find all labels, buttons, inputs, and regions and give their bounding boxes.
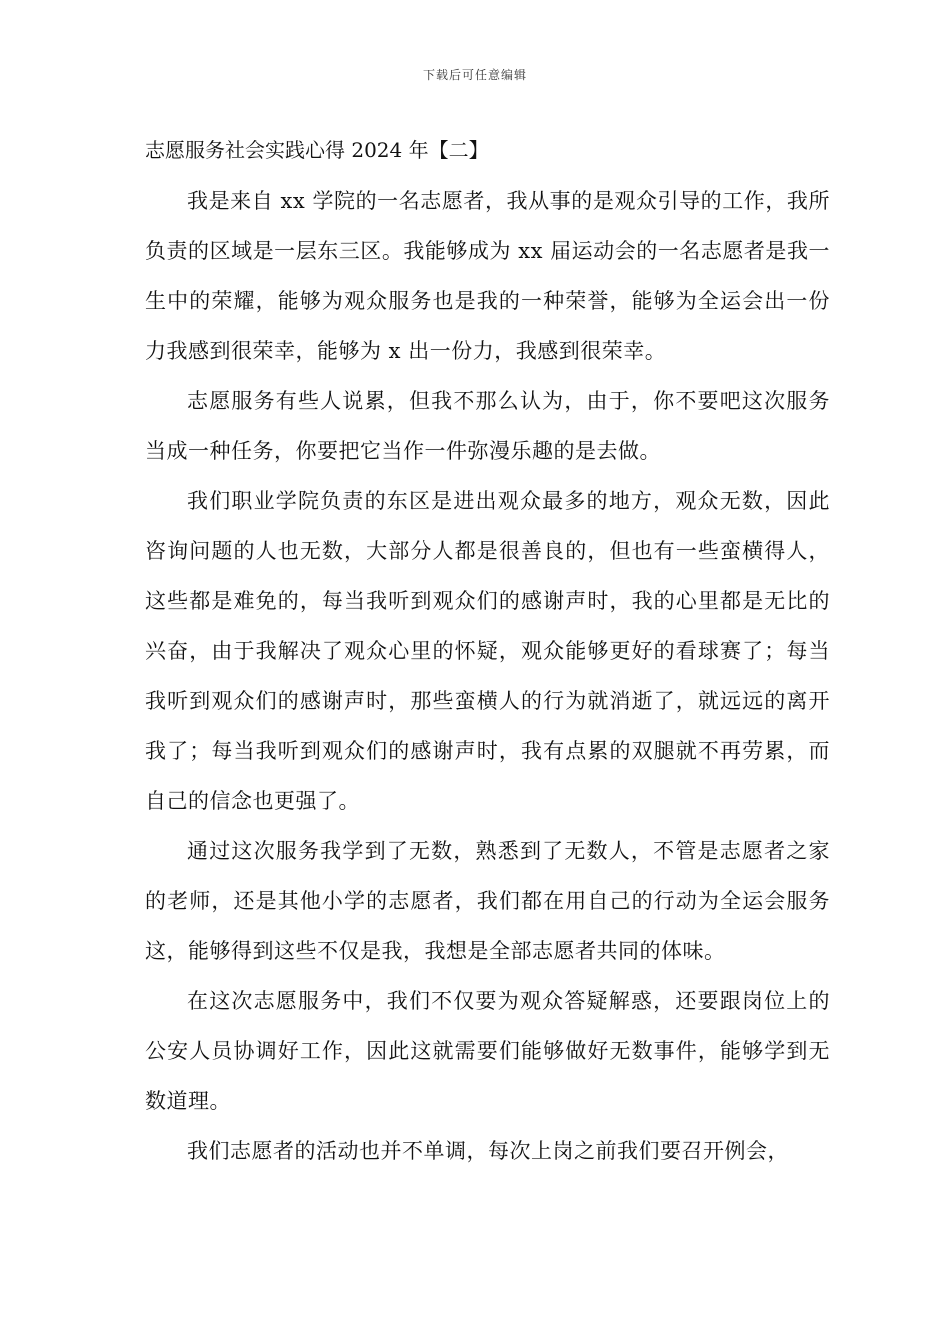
paragraph-1: 我是来自 xx 学院的一名志愿者，我从事的是观众引导的工作，我所负责的区域是一层东三区。我能够成为 xx 届运动会的一名志愿者是我一生中的荣耀，能够为观众服务也是我的一种荣誉，能够为全运会出一份力我感到很荣幸，能够为 x 出一份力，我感到很荣幸。 [145,189,830,363]
paragraph-6: 我们志愿者的活动也并不单调，每次上岗之前我们要召开例会， [187,1139,789,1163]
document-title: 志愿服务社会实践心得 2024 年【二】 [145,138,489,162]
document-body [145,176,830,1176]
paragraph-2: 志愿服务有些人说累，但我不那么认为，由于，你不要吧这次服务当成一种任务，你要把它当作一件弥漫乐趣的是去做。 [145,389,830,463]
paragraph-4: 通过这次服务我学到了无数，熟悉到了无数人，不管是志愿者之家的老师，还是其他小学的志愿者，我们都在用自己的行动为全运会服务这，能够得到这些不仅是我，我想是全部志愿者共同的体味。 [145,839,830,963]
paragraph-3: 我们职业学院负责的东区是进出观众最多的地方，观众无数，因此咨询问题的人也无数，大部分人都是很善良的，但也有一些蛮横得人，这些都是难免的，每当我听到观众们的感谢声时，我的心里都是无比的兴奋，由于我解决了观众心里的怀疑，观众能够更好的看球赛了；每当我听到观众们的感谢声时，那些蛮横人的行为就消逝了，就远远的离开我了；每当我听到观众们的感谢声时，我有点累的双腿就不再劳累，而自己的信念也更强了。 [145,489,830,813]
paragraph-5: 在这次志愿服务中，我们不仅要为观众答疑解惑，还要跟岗位上的公安人员协调好工作，因此这就需要们能够做好无数事件，能够学到无数道理。 [145,989,830,1113]
page-header: 下载后可任意编辑 [422,68,527,82]
